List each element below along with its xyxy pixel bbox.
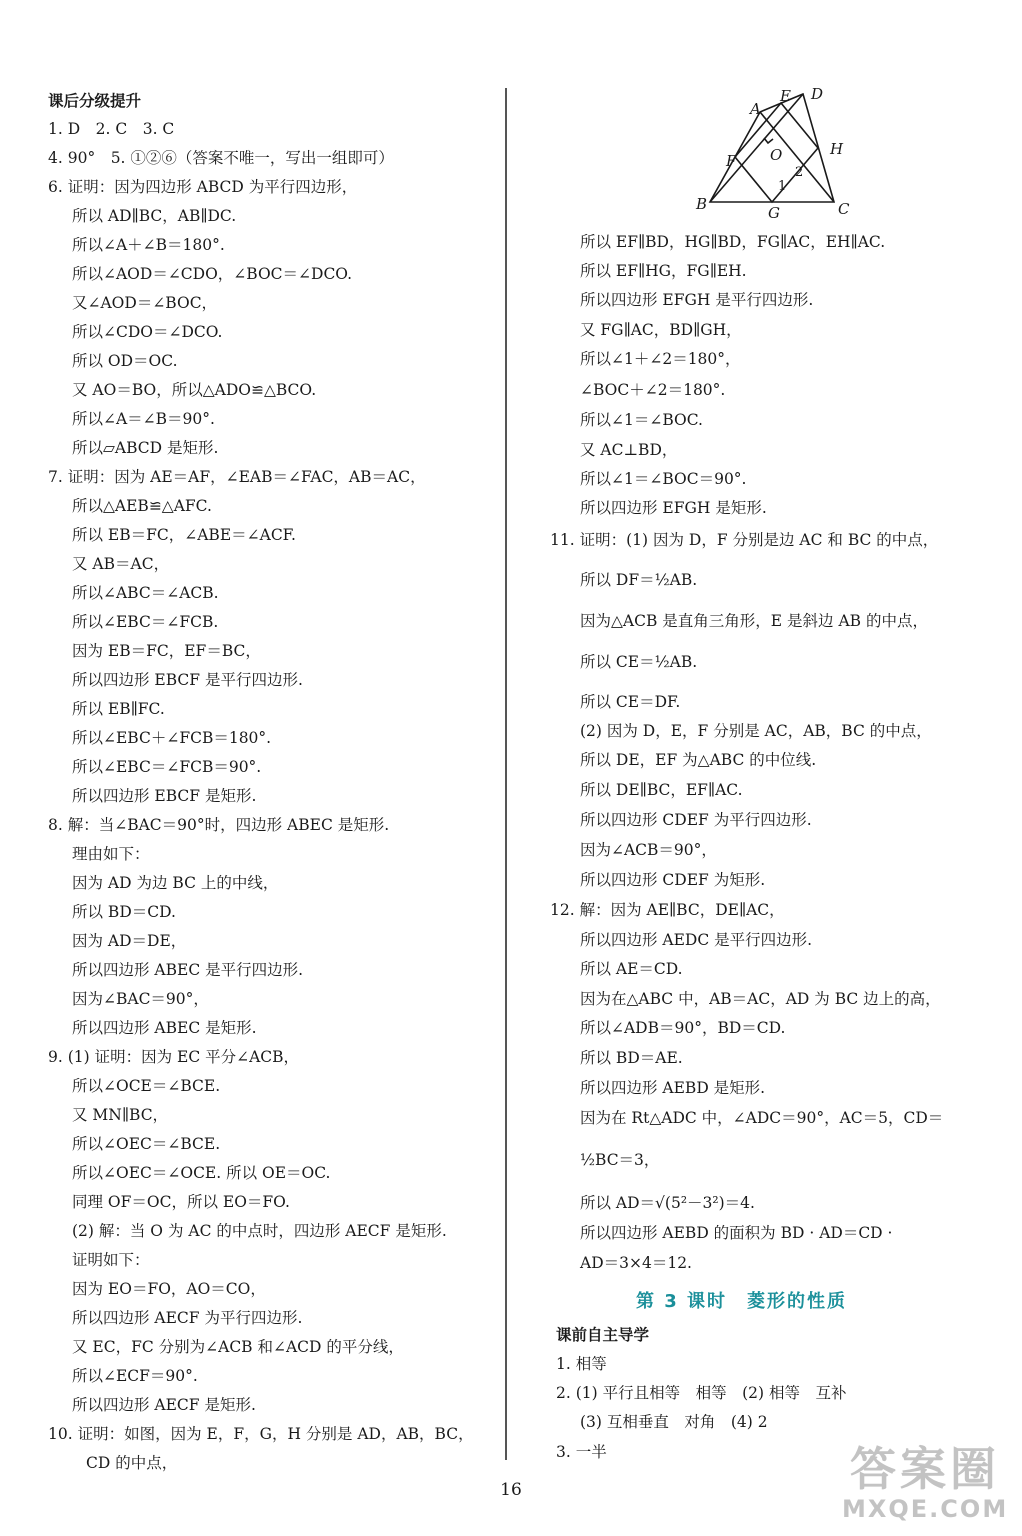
answer-line: 同理 OF＝OC，所以 EO＝FO. [72, 1193, 290, 1211]
answer-12-head: 12. 解：因为 AE∥BC，DE∥AC， [550, 901, 785, 919]
answer-line: 因为在△ABC 中，AB＝AC，AD 为 BC 边上的高， [580, 990, 941, 1008]
watermark-url: MXQE.COM [842, 1495, 1009, 1523]
answer-line: 所以 BD＝AE. [580, 1049, 683, 1067]
answer-line: 因为△ACB 是直角三角形，E 是斜边 AB 的中点， [580, 612, 928, 630]
answer-line: 又 EC，FC 分别为∠ACB 和∠ACD 的平分线， [72, 1338, 404, 1356]
answer-line: 所以 BD＝CD. [72, 903, 176, 921]
answer-line: 又 AO＝BO，所以△ADO≌△BCO. [72, 381, 317, 399]
answer-line: 所以∠ABC＝∠ACB. [72, 584, 219, 602]
answer-line: 所以四边形 AEBD 的面积为 BD · AD＝CD · [580, 1224, 893, 1242]
page-number: 16 [500, 1480, 522, 1500]
answer-line: 3. 一半 [556, 1443, 607, 1461]
section-title-after-class: 课后分级提升 [48, 91, 142, 110]
answer-line: 所以 EB∥FC. [72, 700, 165, 718]
answer-line: 所以∠1＋∠2＝180°， [580, 350, 741, 368]
label-E: E [780, 87, 791, 105]
answer-line: 因为在 Rt△ADC 中，∠ADC＝90°，AC＝5，CD＝ [580, 1109, 944, 1127]
answer-line: (3) 互相垂直 对角 (4) 2 [580, 1413, 768, 1431]
label-H: H [830, 140, 844, 158]
label-O: O [770, 146, 783, 164]
answer-line: CD 的中点， [86, 1454, 178, 1472]
answer-line: 所以∠OEC＝∠BCE. [72, 1135, 221, 1153]
answer-line: 所以 AD＝√(5²－3²)＝4. [580, 1194, 755, 1212]
answer-line: 所以 AE＝CD. [580, 960, 683, 978]
answer-1-3: 1. D 2. C 3. C [48, 120, 175, 138]
answer-line: 所以 CE＝DF. [580, 693, 681, 711]
answer-line: 又 MN∥BC， [72, 1106, 169, 1124]
answer-line: AD＝3×4＝12. [580, 1254, 692, 1272]
answer-line: 所以 EB＝FC，∠ABE＝∠ACF. [72, 526, 296, 544]
answer-line: 因为∠ACB＝90°， [580, 841, 717, 859]
answer-line: 又 AC⊥BD， [580, 441, 678, 459]
answer-line: 所以四边形 AEBD 是矩形. [580, 1079, 766, 1097]
watermark-text: 答案圈 [850, 1442, 1000, 1496]
answer-line: 所以 EF∥HG，FG∥EH. [580, 262, 747, 280]
answer-line: 所以四边形 EBCF 是平行四边形. [72, 671, 303, 689]
answer-line: 所以▱ABCD 是矩形. [72, 439, 219, 457]
answer-line: 所以四边形 CDEF 为矩形. [580, 871, 766, 889]
answer-10-head: 10. 证明：如图，因为 E，F，G，H 分别是 AD，AB，BC， [48, 1425, 474, 1443]
answer-line: 所以△AEB≌△AFC. [72, 497, 212, 515]
label-G: G [768, 204, 780, 222]
answer-9-head: 9. (1) 证明：因为 EC 平分∠ACB， [48, 1048, 300, 1066]
answer-line: 1. 相等 [556, 1355, 607, 1373]
label-B: B [696, 195, 708, 213]
answer-line: (2) 解：当 O 为 AC 的中点时，四边形 AECF 是矩形. [72, 1222, 447, 1240]
answer-line: 所以∠EBC＝∠FCB＝90°. [72, 758, 262, 776]
answer-4-5: 4. 90° 5. ①②⑥（答案不唯一，写出一组即可） [48, 149, 394, 167]
answer-line: 所以∠OCE＝∠BCE. [72, 1077, 221, 1095]
answer-line: 所以∠1＝∠BOC. [580, 411, 703, 429]
answer-line: 又 FG∥AC，BD∥GH， [580, 321, 742, 339]
angle-label-1: 1 [778, 179, 787, 194]
answer-line: 所以 EF∥BD，HG∥BD，FG∥AC，EH∥AC. [580, 233, 886, 251]
answer-line: 证明如下： [72, 1251, 150, 1269]
label-C: C [838, 200, 850, 218]
answer-line: 所以四边形 EFGH 是平行四边形. [580, 291, 814, 309]
watermark-logo [828, 1425, 1008, 1529]
answer-line: 所以∠AOD＝∠CDO，∠BOC＝∠DCO. [72, 265, 353, 283]
label-A: A [750, 100, 761, 118]
answer-line: 所以 DE，EF 为△ABC 的中位线. [580, 751, 817, 769]
answer-line: 因为∠BAC＝90°， [72, 990, 209, 1008]
answer-line: 因为 AD 为边 BC 上的中线， [72, 874, 279, 892]
geometry-figure [688, 84, 868, 222]
answer-line: ½BC＝3， [580, 1151, 660, 1169]
answer-line: 2. (1) 平行且相等 相等 (2) 相等 互补 [556, 1384, 847, 1402]
lesson-heading: 第 3 课时 菱形的性质 [636, 1291, 848, 1312]
answer-line: 所以四边形 ABEC 是矩形. [72, 1019, 257, 1037]
answer-line: 所以∠A＝∠B＝90°. [72, 410, 215, 428]
answer-6-head: 6. 证明：因为四边形 ABCD 为平行四边形， [48, 178, 358, 196]
answer-line: 所以∠EBC＋∠FCB＝180°. [72, 729, 272, 747]
answer-line: 所以 CE＝½AB. [580, 653, 698, 671]
answer-line: 所以∠ECF＝90°. [72, 1367, 198, 1385]
section-title-pre-class: 课前自主导学 [556, 1325, 650, 1344]
answer-line: 所以四边形 CDEF 为平行四边形. [580, 811, 812, 829]
answer-8-head: 8. 解：当∠BAC＝90°时，四边形 ABEC 是矩形. [48, 816, 390, 834]
label-F: F [726, 152, 737, 170]
answer-line: 所以∠A＋∠B＝180°. [72, 236, 225, 254]
answer-line: 因为 AD＝DE， [72, 932, 187, 950]
answer-line: 所以四边形 AECF 为平行四边形. [72, 1309, 303, 1327]
answer-line: 所以 OD＝OC. [72, 352, 178, 370]
answer-line: 所以∠OEC＝∠OCE. 所以 OE＝OC. [72, 1164, 331, 1182]
column-divider [505, 88, 507, 1460]
answer-line: 所以∠EBC＝∠FCB. [72, 613, 219, 631]
answer-line: 所以四边形 ABEC 是平行四边形. [72, 961, 304, 979]
answer-line: 所以 DF＝½AB. [580, 571, 698, 589]
answer-line: 因为 EO＝FO，AO＝CO， [72, 1280, 266, 1298]
answer-11-head: 11. 证明：(1) 因为 D，F 分别是边 AC 和 BC 的中点， [550, 531, 939, 549]
answer-line: 所以四边形 EBCF 是矩形. [72, 787, 257, 805]
angle-label-2: 2 [795, 165, 804, 180]
answer-line: 因为 EB＝FC，EF＝BC， [72, 642, 261, 660]
answer-line: 所以 DE∥BC，EF∥AC. [580, 781, 743, 799]
answer-line: (2) 因为 D，E，F 分别是 AC，AB，BC 的中点， [580, 722, 932, 740]
answer-line: 所以∠ADB＝90°，BD＝CD. [580, 1019, 786, 1037]
label-D: D [811, 85, 824, 103]
answer-line: ∠BOC＋∠2＝180°. [580, 381, 726, 399]
answer-line: 所以∠1＝∠BOC＝90°. [580, 470, 747, 488]
answer-line: 所以 AD∥BC，AB∥DC. [72, 207, 237, 225]
answer-line: 所以四边形 EFGH 是矩形. [580, 499, 767, 517]
answer-line: 所以四边形 AEDC 是平行四边形. [580, 931, 813, 949]
answer-line: 所以四边形 AECF 是矩形. [72, 1396, 256, 1414]
answer-7-head: 7. 证明：因为 AE＝AF，∠EAB＝∠FAC，AB＝AC， [48, 468, 426, 486]
answer-line: 又 AB＝AC， [72, 555, 170, 573]
answer-line: 理由如下： [72, 845, 150, 863]
answer-line: 又∠AOD＝∠BOC， [72, 294, 218, 312]
answer-line: 所以∠CDO＝∠DCO. [72, 323, 223, 341]
